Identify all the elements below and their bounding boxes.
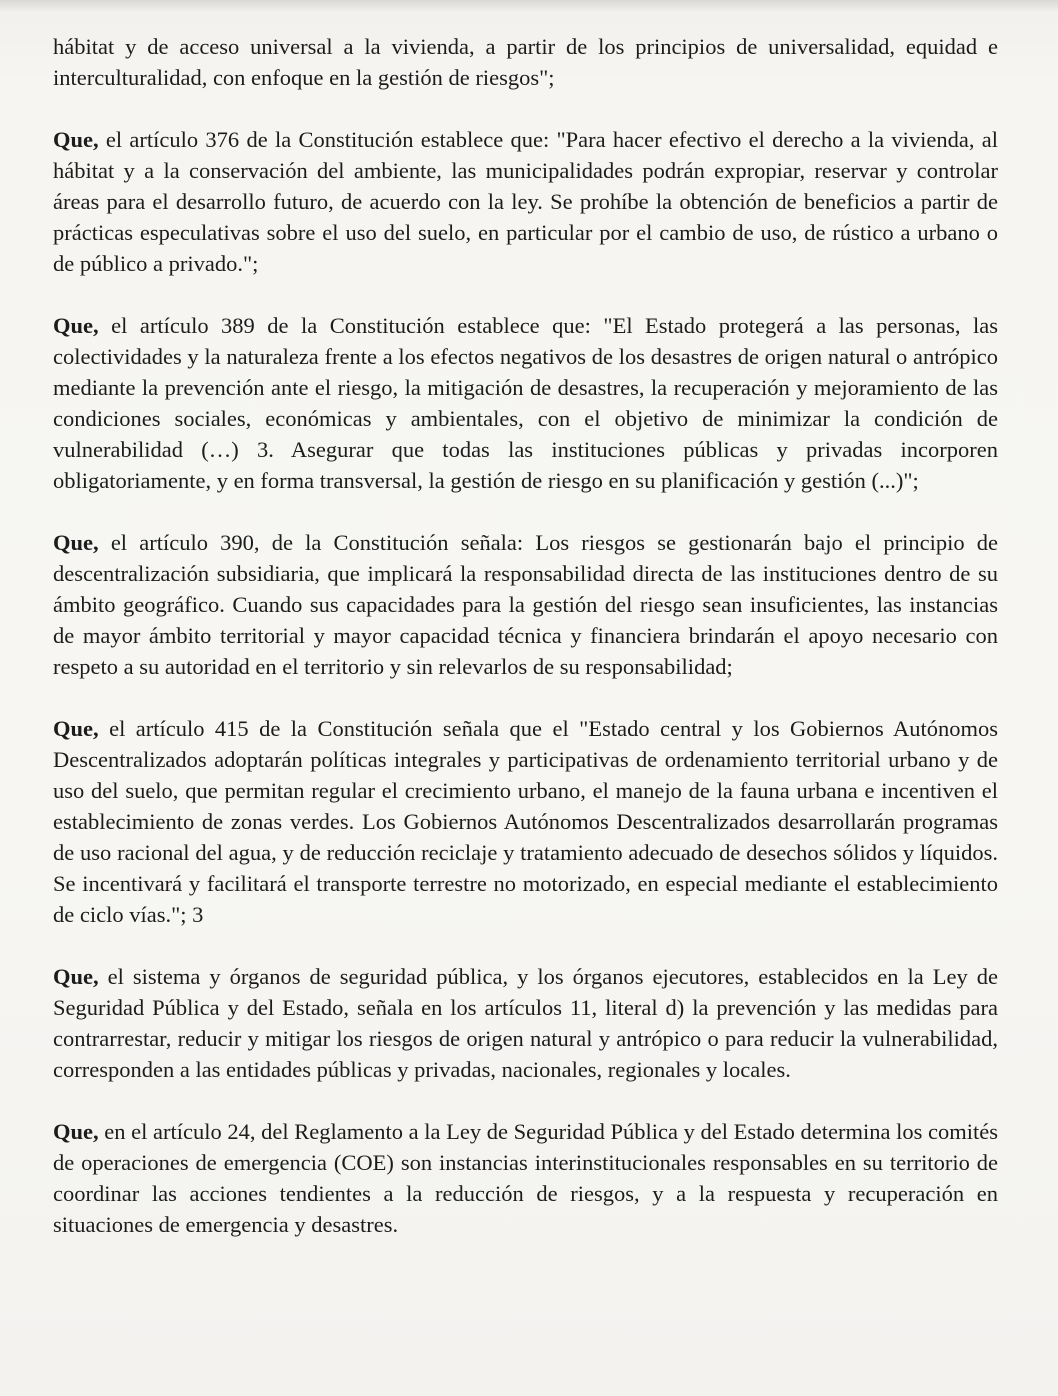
paragraph-article-389 xyxy=(53,310,998,496)
paragraph-continuation xyxy=(53,31,998,93)
paragraph-text: el artículo 376 de la Constitución establece que: "Para hacer efectivo el derecho a la vivienda, al hábitat y a la conservación del ambiente, las municipalidades podrán expropiar, reservar y controlar áreas para el desarrollo futuro, de acuerdo con la ley. Se prohíbe la obtención de beneficios a partir de prácticas especulativas sobre el uso del suelo, en particular por el cambio de uso, de rústico a urbano o de público a privado."; xyxy=(53,127,998,276)
document-body xyxy=(53,31,998,1271)
scan-edge xyxy=(0,0,1058,12)
paragraph-lead: Que, xyxy=(53,716,99,741)
paragraph-lead: Que, xyxy=(53,127,99,152)
paragraph-text: en el artículo 24, del Reglamento a la Ley de Seguridad Pública y del Estado determina los comités de operaciones de emergencia (COE) son instancias interinstitucionales responsables en su territorio de coordinar las acciones tendientes a la reducción de riesgos, y a la respuesta y recuperación en situaciones de emergencia y desastres. xyxy=(53,1119,998,1237)
paragraph-article-24 xyxy=(53,1116,998,1240)
paragraph-lead: Que, xyxy=(53,530,99,555)
paragraph-article-390 xyxy=(53,527,998,682)
paragraph-text: el artículo 415 de la Constitución señala que el "Estado central y los Gobiernos Autónomos Descentralizados adoptarán políticas integrales y participativas de ordenamiento territorial urbano y de uso del suelo, que permitan regular el crecimiento urbano, el manejo de la fauna urbana e incentiven el establecimiento de zonas verdes. Los Gobiernos Autónomos Descentralizados desarrollarán programas de uso racional del agua, y de reducción reciclaje y tratamiento adecuado de desechos sólidos y líquidos. Se incentivará y facilitará el transporte terrestre no motorizado, en especial mediante el establecimiento de ciclo vías."; 3 xyxy=(53,716,998,927)
paragraph-article-415 xyxy=(53,713,998,930)
paragraph-text: el sistema y órganos de seguridad pública, y los órganos ejecutores, establecidos en la Ley de Seguridad Pública y del Estado, señala en los artículos 11, literal d) la prevención y las medidas para contrarrestar, reducir y mitigar los riesgos de origen natural y antrópico o para reducir la vulnerabilidad, corresponden a las entidades públicas y privadas, nacionales, regionales y locales. xyxy=(53,964,998,1082)
paragraph-text: el artículo 389 de la Constitución establece que: "El Estado protegerá a las personas, las colectividades y la naturaleza frente a los efectos negativos de los desastres de origen natural o antrópico mediante la prevención ante el riesgo, la mitigación de desastres, la recuperación y mejoramiento de las condiciones sociales, económicas y ambientales, con el objetivo de minimizar la condición de vulnerabilidad (…) 3. Asegurar que todas las instituciones públicas y privadas incorporen obligatoriamente, y en forma transversal, la gestión de riesgo en su planificación y gestión (...)"; xyxy=(53,313,998,493)
paragraph-text: el artículo 390, de la Constitución señala: Los riesgos se gestionarán bajo el principio de descentralización subsidiaria, que implicará la responsabilidad directa de las instituciones dentro de su ámbito geográfico. Cuando sus capacidades para la gestión del riesgo sean insuficientes, las instancias de mayor ámbito territorial y mayor capacidad técnica y financiera brindarán el apoyo necesario con respeto a su autoridad en el territorio y sin relevarlos de su responsabilidad; xyxy=(53,530,998,679)
paragraph-lead: Que, xyxy=(53,964,99,989)
paragraph-article-376 xyxy=(53,124,998,279)
paragraph-text: hábitat y de acceso universal a la vivienda, a partir de los principios de universalidad, equidad e interculturalidad, con enfoque en la gestión de riesgos"; xyxy=(53,34,998,90)
paragraph-lead: Que, xyxy=(53,1119,99,1144)
paragraph-seguridad-publica xyxy=(53,961,998,1085)
paragraph-lead: Que, xyxy=(53,313,99,338)
